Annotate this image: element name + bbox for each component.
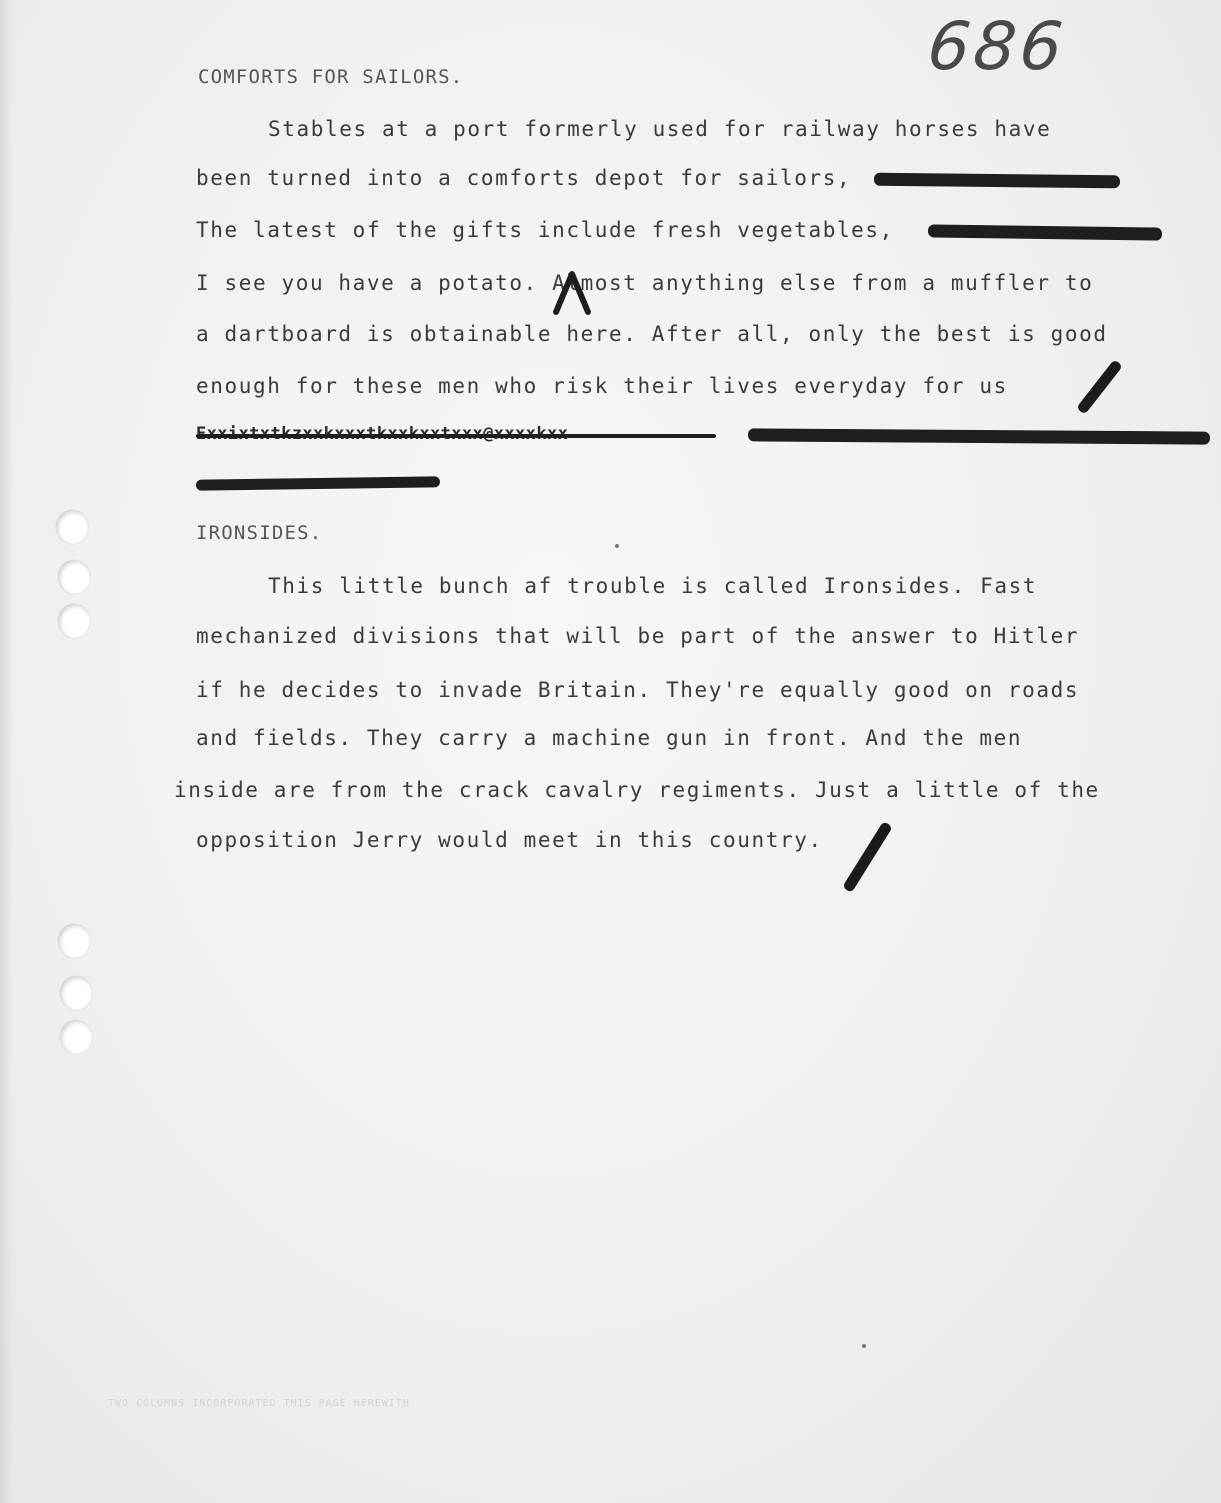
text-line: I see you have a potato. Almost anything else from a muffler to (196, 271, 1094, 295)
strikeout-scribble (196, 476, 440, 490)
stray-mark (615, 544, 619, 548)
punch-hole (60, 976, 92, 1010)
check-mark-icon (842, 821, 893, 893)
text-line: inside are from the crack cavalry regiments. Just a little of the (174, 778, 1100, 802)
text-line: if he decides to invade Britain. They're equally good on roads (196, 678, 1080, 702)
insertion-caret-icon (552, 268, 592, 316)
text-line: Stables at a port formerly used for railway horses have (268, 117, 1052, 141)
text-line: This little bunch af trouble is called Ironsides. Fast (268, 574, 1038, 598)
section-heading-comforts: COMFORTS FOR SAILORS. (198, 66, 464, 88)
text-line: opposition Jerry would meet in this country. (196, 828, 823, 852)
text-line: and fields. They carry a machine gun in front. And the men (196, 726, 1023, 750)
text-line: a dartboard is obtainable here. After all, only the best is good (196, 322, 1108, 346)
strikeout-scribble (748, 428, 1210, 444)
strikeout-scribble (928, 224, 1162, 240)
text-line: The latest of the gifts include fresh vegetables, (196, 218, 894, 242)
check-mark-icon (1076, 359, 1123, 415)
text-line: been turned into a comforts depot for sailors, (196, 166, 852, 190)
footer-faint-print: TWO COLUMNS INCORPORATED THIS PAGE HEREWITH (108, 1398, 410, 1409)
punch-hole (58, 924, 90, 958)
punch-hole (56, 510, 88, 544)
strikeout-scribble (196, 434, 716, 438)
punch-hole (58, 604, 90, 638)
stray-mark (862, 1344, 866, 1348)
text-line: enough for these men who risk their lives everyday for us (196, 374, 1008, 398)
text-line: mechanized divisions that will be part of the answer to Hitler (196, 624, 1080, 648)
punch-hole (60, 1020, 92, 1054)
page-number: 686 (924, 8, 1071, 85)
section-heading-ironsides: IRONSIDES. (196, 522, 323, 544)
page-edge-shadow (0, 0, 14, 1503)
strikeout-scribble (874, 173, 1120, 189)
punch-hole (58, 560, 90, 594)
